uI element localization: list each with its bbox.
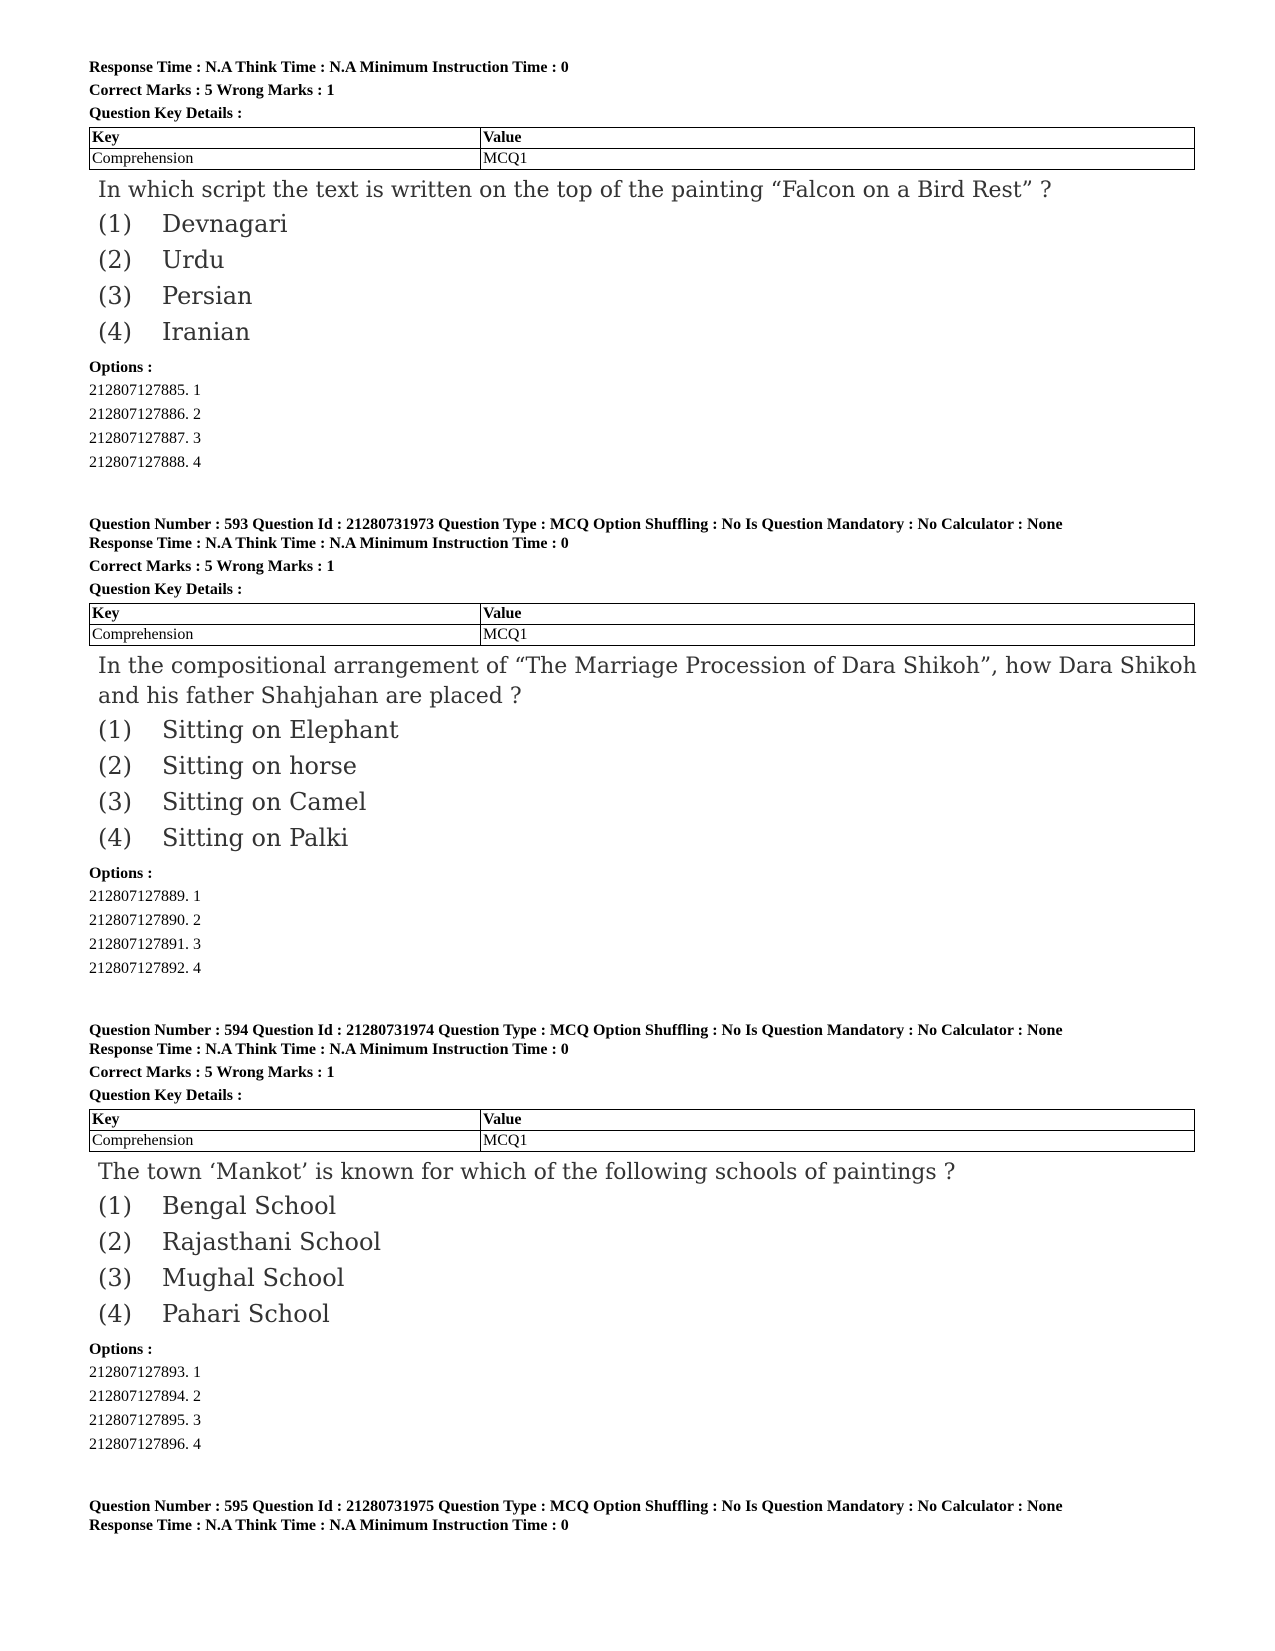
table-row bbox=[90, 1131, 1195, 1152]
response-time-line: Response Time : N.A Think Time : N.A Minimum Instruction Time : 0 bbox=[89, 1041, 569, 1058]
value-header: Value bbox=[481, 1110, 1195, 1131]
option-id: 212807127896. 4 bbox=[89, 1436, 201, 1453]
choice-item bbox=[89, 242, 1199, 278]
table-row bbox=[90, 625, 1195, 646]
question-header-line: Question Number : 595 Question Id : 21280731975 Question Type : MCQ Option Shuffling : No Is Question Mandatory : No Calculator : None bbox=[89, 1498, 1063, 1515]
choice-number: (2) bbox=[98, 752, 132, 780]
choice-text: Sitting on Camel bbox=[162, 788, 367, 816]
option-id: 212807127893. 1 bbox=[89, 1364, 201, 1381]
choice-number: (1) bbox=[98, 210, 132, 238]
choice-item bbox=[89, 206, 1199, 242]
option-id: 212807127890. 2 bbox=[89, 912, 201, 929]
choice-item bbox=[89, 1188, 1199, 1224]
option-id: 212807127895. 3 bbox=[89, 1412, 201, 1429]
choice-item bbox=[89, 278, 1199, 314]
choice-text: Iranian bbox=[162, 318, 251, 346]
option-id: 212807127886. 2 bbox=[89, 406, 201, 423]
table-header-row bbox=[90, 1110, 1195, 1131]
table-row bbox=[90, 149, 1195, 170]
question-image bbox=[89, 1158, 1199, 1332]
choice-item bbox=[89, 712, 1199, 748]
question-text: In which script the text is written on the top of the painting “Falcon on a Bird Rest” ? bbox=[98, 178, 1052, 203]
option-id: 212807127888. 4 bbox=[89, 454, 201, 471]
value-cell: MCQ1 bbox=[481, 149, 1195, 170]
choice-item bbox=[89, 784, 1199, 820]
question-text: The town ‘Mankot’ is known for which of the following schools of paintings ? bbox=[98, 1160, 956, 1185]
key-header: Key bbox=[90, 604, 481, 625]
choice-number: (4) bbox=[98, 824, 132, 852]
choice-text: Devnagari bbox=[162, 210, 288, 238]
question-header-line: Question Number : 594 Question Id : 21280731974 Question Type : MCQ Option Shuffling : No Is Question Mandatory : No Calculator : None bbox=[89, 1022, 1063, 1039]
choice-item bbox=[89, 1296, 1199, 1332]
choice-number: (2) bbox=[98, 1228, 132, 1256]
value-header: Value bbox=[481, 128, 1195, 149]
table-header-row bbox=[90, 604, 1195, 625]
key-cell: Comprehension bbox=[90, 1131, 481, 1152]
option-id: 212807127887. 3 bbox=[89, 430, 201, 447]
option-id: 212807127894. 2 bbox=[89, 1388, 201, 1405]
option-id: 212807127892. 4 bbox=[89, 960, 201, 977]
key-header: Key bbox=[90, 128, 481, 149]
choice-number: (1) bbox=[98, 716, 132, 744]
choice-number: (2) bbox=[98, 246, 132, 274]
choice-text: Persian bbox=[162, 282, 253, 310]
response-time-line: Response Time : N.A Think Time : N.A Minimum Instruction Time : 0 bbox=[89, 535, 569, 552]
choice-item bbox=[89, 1260, 1199, 1296]
choice-number: (3) bbox=[98, 788, 132, 816]
choice-number: (4) bbox=[98, 1300, 132, 1328]
question-image bbox=[89, 652, 1199, 856]
choice-text: Mughal School bbox=[162, 1264, 345, 1292]
choice-number: (4) bbox=[98, 318, 132, 346]
choice-text: Sitting on Elephant bbox=[162, 716, 399, 744]
choice-item bbox=[89, 748, 1199, 784]
choice-text: Rajasthani School bbox=[162, 1228, 382, 1256]
question-block-592 bbox=[89, 58, 1199, 475]
choice-text: Pahari School bbox=[162, 1300, 330, 1328]
marks-line: Correct Marks : 5 Wrong Marks : 1 bbox=[89, 1064, 335, 1081]
marks-line: Correct Marks : 5 Wrong Marks : 1 bbox=[89, 82, 335, 99]
question-image bbox=[89, 176, 1199, 350]
key-details-label: Question Key Details : bbox=[89, 105, 243, 122]
response-time-line: Response Time : N.A Think Time : N.A Minimum Instruction Time : 0 bbox=[89, 1517, 569, 1534]
key-details-label: Question Key Details : bbox=[89, 581, 243, 598]
question-block-594 bbox=[89, 1021, 1199, 1457]
value-cell: MCQ1 bbox=[481, 1131, 1195, 1152]
key-cell: Comprehension bbox=[90, 149, 481, 170]
options-label: Options : bbox=[89, 1341, 153, 1358]
option-id: 212807127885. 1 bbox=[89, 382, 201, 399]
key-details-label: Question Key Details : bbox=[89, 1087, 243, 1104]
question-header-line: Question Number : 593 Question Id : 21280731973 Question Type : MCQ Option Shuffling : No Is Question Mandatory : No Calculator : None bbox=[89, 516, 1063, 533]
options-label: Options : bbox=[89, 359, 153, 376]
question-key-table bbox=[89, 603, 1195, 646]
choice-text: Sitting on Palki bbox=[162, 824, 349, 852]
choice-text: Bengal School bbox=[162, 1192, 337, 1220]
choice-number: (3) bbox=[98, 1264, 132, 1292]
question-block-593 bbox=[89, 515, 1199, 981]
options-label: Options : bbox=[89, 865, 153, 882]
table-header-row bbox=[90, 128, 1195, 149]
key-cell: Comprehension bbox=[90, 625, 481, 646]
option-id: 212807127889. 1 bbox=[89, 888, 201, 905]
choice-text: Urdu bbox=[162, 246, 225, 274]
response-time-line: Response Time : N.A Think Time : N.A Minimum Instruction Time : 0 bbox=[89, 59, 569, 76]
choice-number: (1) bbox=[98, 1192, 132, 1220]
choice-text: Sitting on horse bbox=[162, 752, 357, 780]
question-text: In the compositional arrangement of “The Marriage Procession of Dara Shikoh”, how Dara Shikoh and his father Shahjahan are placed ? bbox=[98, 654, 1197, 709]
question-key-table bbox=[89, 1109, 1195, 1152]
marks-line: Correct Marks : 5 Wrong Marks : 1 bbox=[89, 558, 335, 575]
option-id: 212807127891. 3 bbox=[89, 936, 201, 953]
value-cell: MCQ1 bbox=[481, 625, 1195, 646]
value-header: Value bbox=[481, 604, 1195, 625]
key-header: Key bbox=[90, 1110, 481, 1131]
question-block-595 bbox=[89, 1497, 1199, 1535]
choice-item bbox=[89, 820, 1199, 856]
choice-number: (3) bbox=[98, 282, 132, 310]
choice-item bbox=[89, 314, 1199, 350]
choice-item bbox=[89, 1224, 1199, 1260]
question-key-table bbox=[89, 127, 1195, 170]
document-page bbox=[89, 58, 1199, 1535]
